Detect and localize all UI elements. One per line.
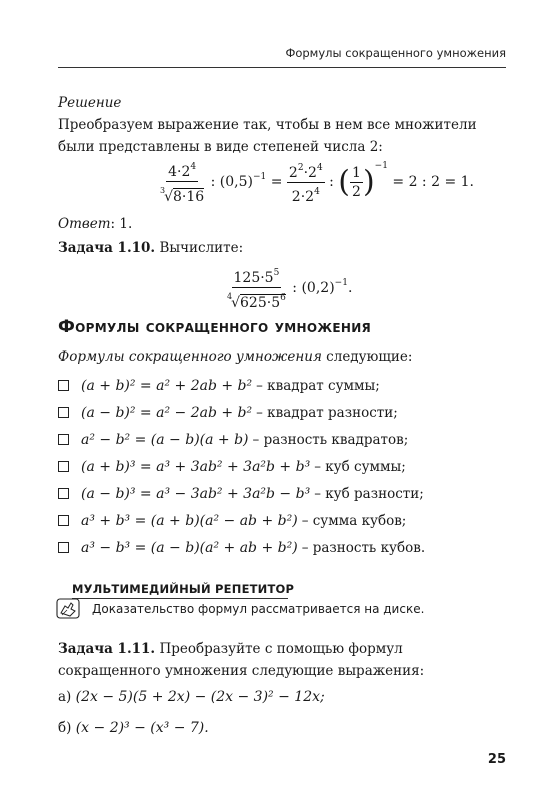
formula-description: – сумма кубов; xyxy=(301,512,407,529)
f1-numerator: 4·2 xyxy=(168,164,191,180)
task-1-11-text: Преобразуйте с помощью формул сокращенного умножения следующие выражения: xyxy=(58,641,425,679)
f1-mid: : (0,5) xyxy=(210,174,253,190)
t110-num-exp: 5 xyxy=(273,268,280,278)
checkbox-bullet-icon xyxy=(58,434,69,445)
page-number: 25 xyxy=(487,752,506,767)
section-intro xyxy=(58,346,506,368)
t110-den: 625·5 xyxy=(240,295,281,311)
task-item-prefix: б) xyxy=(58,720,72,736)
f1-eq: = xyxy=(270,174,283,190)
t110-tail-end: . xyxy=(347,280,353,296)
list-item xyxy=(58,507,506,534)
task-item xyxy=(58,686,506,708)
f3-exp: −1 xyxy=(374,161,388,171)
f2-e2: 4 xyxy=(316,162,323,173)
f-tail: = 2 : 2 = 1. xyxy=(392,174,474,190)
formula-expression: (a + b)² = a² + 2ab + b² xyxy=(81,377,253,394)
solution-text: Преобразуем выражение так, чтобы в нем все множители были представлены в виде степеней числа 2: xyxy=(58,117,477,155)
checkbox-bullet-icon xyxy=(58,461,69,472)
task-1-10-label: Задача 1.10. xyxy=(58,240,156,256)
answer-label: Ответ xyxy=(58,216,111,232)
task-item-prefix: а) xyxy=(58,689,72,705)
t110-num: 125·5 xyxy=(233,270,274,286)
hand-pointer-icon xyxy=(56,598,82,620)
formula-description: – квадрат суммы; xyxy=(256,377,380,394)
task-1-11 xyxy=(58,638,506,682)
f2-e1: 2 xyxy=(297,162,304,173)
task-1-11-label: Задача 1.11. xyxy=(58,641,156,657)
t110-tail-exp: −1 xyxy=(334,278,348,288)
multimedia-rule xyxy=(72,598,288,599)
list-item xyxy=(58,372,506,399)
task-item-expression: (2x − 5)(5 + 2x) − (2x − 3)² − 12x; xyxy=(75,689,325,705)
section-heading: Формулы сокращенного умножения xyxy=(58,317,372,337)
formula-description: – куб суммы; xyxy=(314,458,406,475)
t110-den-exp: 6 xyxy=(280,293,286,303)
list-item xyxy=(58,426,506,453)
formula-expression: a² − b² = (a − b)(a + b) xyxy=(81,431,249,448)
fraction-2 xyxy=(287,159,325,206)
f2-colon: : xyxy=(329,174,334,190)
task-item xyxy=(58,717,506,739)
checkbox-bullet-icon xyxy=(58,515,69,526)
list-item xyxy=(58,480,506,507)
list-item xyxy=(58,534,506,561)
formula-description: – разность кубов. xyxy=(301,539,426,556)
section-intro-rest: следующие: xyxy=(321,349,413,365)
task-1-10-text: Вычислите: xyxy=(159,240,244,256)
t110-tail: : (0,2) xyxy=(292,280,335,296)
formula-expression: (a + b)³ = a³ + 3ab² + 3a²b + b³ xyxy=(81,458,311,475)
formula-expression: a³ − b³ = (a − b)(a² + ab + b²) xyxy=(81,539,298,556)
f2-den-exp: 4 xyxy=(314,186,320,197)
f1-mid-exp: −1 xyxy=(253,172,267,182)
f2-n: 2 xyxy=(288,164,298,181)
formula-description: – квадрат разности; xyxy=(256,404,398,421)
list-item xyxy=(58,399,506,426)
fraction-1: $\frac{4\cdot 2^4}{^3√8\cdot 16}$ xyxy=(158,158,206,206)
checkbox-bullet-icon xyxy=(58,488,69,499)
multimedia-text: Доказательство формул рассматривается на диске. xyxy=(92,602,425,616)
solution-formula: $\frac{4\cdot 2^4}{^3√8\cdot 16}$ : $(0,5)^{-1}$ = $\frac{2^2\cdot 2^4}{2\cdot 2^4}$ : ( $\frac{1}{2}$ )$^{-1}$ = 2 : 2 = 1. xyxy=(158,158,474,206)
task-1-10-formula xyxy=(225,264,352,312)
formula-list xyxy=(58,372,506,561)
t110-fraction: $\frac{125\cdot 5^5}{^4√625\cdot 5^6}$ xyxy=(225,264,288,312)
answer-value: : 1. xyxy=(110,216,133,232)
f2-den: 2·2 xyxy=(291,188,315,205)
multimedia-title: МУЛЬТИМЕДИЙНЫЙ РЕПЕТИТОР xyxy=(72,582,295,596)
task-item-expression: (x − 2)³ − (x³ − 7). xyxy=(75,720,209,736)
list-item xyxy=(58,453,506,480)
f1-num-exp: 4 xyxy=(190,162,197,172)
formula-description: – разность квадратов; xyxy=(252,431,409,448)
f1-denominator: 8·16 xyxy=(173,189,205,205)
header-rule xyxy=(58,67,506,68)
f1-root-index: 3 xyxy=(160,186,166,195)
solution-label: Решение xyxy=(58,95,122,111)
checkbox-bullet-icon xyxy=(58,542,69,553)
f2-mid: ·2 xyxy=(303,164,317,181)
section-intro-italic: Формулы сокращенного умножения xyxy=(58,349,322,365)
task-1-10 xyxy=(58,237,506,259)
fraction-3 xyxy=(350,164,363,201)
f3-num: 1 xyxy=(352,164,361,181)
t110-root-index: 4 xyxy=(227,292,233,301)
formula-expression: (a − b)² = a² − 2ab + b² xyxy=(81,404,253,421)
running-header: Формулы сокращенного умножения xyxy=(285,46,506,60)
formula-description: – куб разности; xyxy=(314,485,424,502)
checkbox-bullet-icon xyxy=(58,407,69,418)
answer-line xyxy=(58,213,506,235)
checkbox-bullet-icon xyxy=(58,380,69,391)
f3-den: 2 xyxy=(352,183,361,200)
formula-expression: (a − b)³ = a³ − 3ab² + 3a²b − b³ xyxy=(81,485,311,502)
formula-expression: a³ + b³ = (a + b)(a² − ab + b²) xyxy=(81,512,298,529)
